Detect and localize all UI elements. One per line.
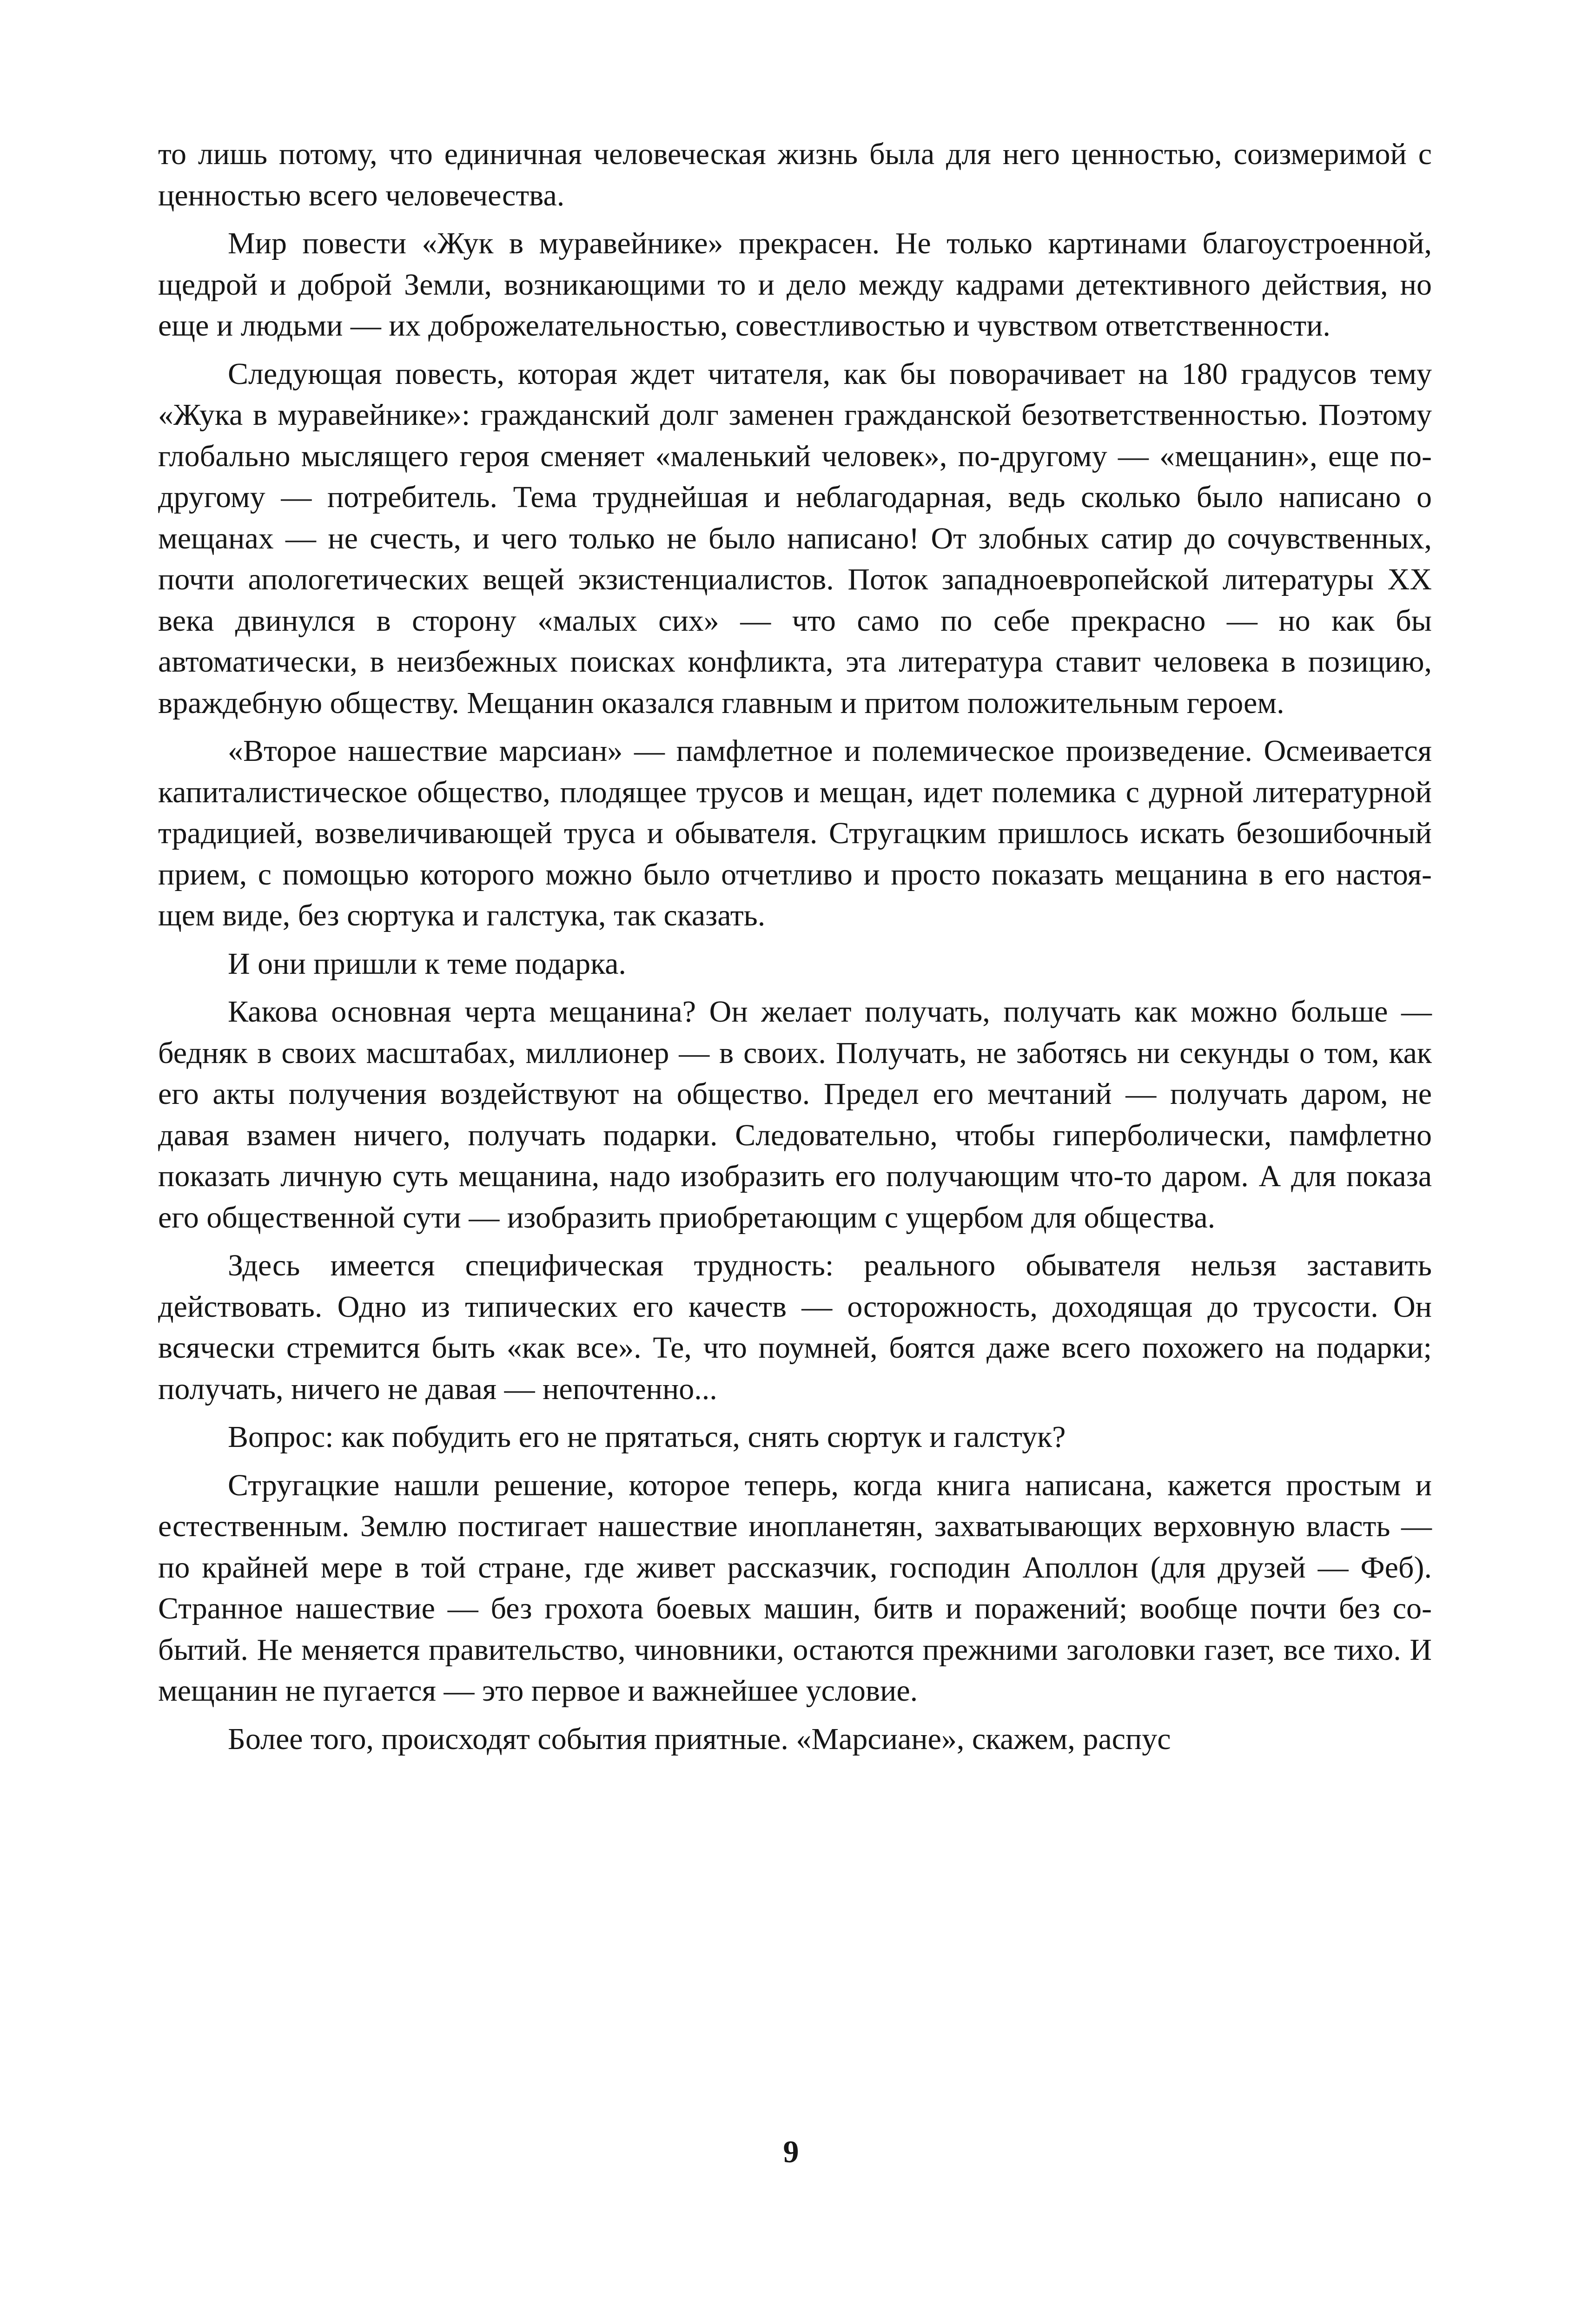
paragraph-3: Следующая повесть, которая ждет читателя, как бы поворачивает на 180 градусов тему «Жука в муравейнике»: гражданский долг заменен гражданской безответственностью. Поэтому глобально мыслящего героя сменяет «маленький человек», по-другому — «мещанин», еще по-другому — потребитель. Тема труднейшая и неблагодарная, ведь сколько было написано о мещанах — не счесть, и чего только не было написано! От злобных сатир до сочувственных, почти апологетических вещей экзистенциалистов. Поток западноевропейской литературы XX века двинулся в сторону «малых сих» — что само по себе прекрасно — но как бы автоматически, в неизбежных поисках конфликта, эта литература ставит человека в позицию, враждебную обществу. Мещанин оказался главным и притом положительным героем. [158, 357, 1432, 720]
paragraph-4: «Второе нашествие марсиан» — памфлетное и полемическое произведение. Осмеивается капиталистическое общество, плодящее трусов и мещан, идет полемика с дурной литературной традицией, возвеличивающей труса и обывателя. Стругацким пришлось искать безошибочный прием, с помощью которого можно было отчетливо и просто показать мещанина в его настоящем виде, без сюртука и галстука, так сказать. [158, 734, 1432, 932]
page-number: 9 [783, 2134, 799, 2169]
paragraph-6: Какова основная черта мещанина? Он желает получать, получать как можно больше — бедняк в своих масштабах, миллионер — в своих. Получать, не заботясь ни секунды о том, как его акты получения воздействуют на общество. Предел его мечтаний — получать даром, не давая взамен ничего, получать подарки. Следовательно, чтобы гиперболически, памфлетно показать личную суть мещанина, надо изобразить его получающим что-то даром. А для показа его общественной сути — изобразить приобретающим с ущербом для общества. [158, 995, 1432, 1235]
paragraph-1: то лишь потому, что единичная человеческая жизнь была для него ценностью, соизмеримой с ценностью всего человечества. [158, 137, 1432, 212]
paragraph-9: Стругацкие нашли решение, которое теперь, когда книга написана, кажется простым и естественным. Землю постигает нашествие инопланетян, захватывающих верховную власть — по крайней мере в той стране, где живет рассказчик, господин Аполлон (для друзей — Феб). Странное нашествие — без грохота боевых машин, битв и поражений; вообще почти без событий. Не меняется правительство, чиновники, остаются прежними заголовки газет, все тихо. И мещанин не пугается — это первое и важнейшее условие. [158, 1468, 1432, 1708]
paragraph-2: Мир повести «Жук в муравейнике» прекрасен. Не только картинами благоустроенной, щедрой и доброй Земли, возникающими то и дело между кадрами детективного действия, но еще и людьми — их доброжелательностью, совестливостью и чувством ответственности. [158, 226, 1432, 343]
body-text [158, 134, 1432, 1760]
paragraph-5: И они пришли к теме подарка. [228, 946, 626, 981]
paragraph-10: Более того, происходят события приятные. «Марсиане», скажем, распус [228, 1722, 1171, 1756]
paragraph-8: Вопрос: как побудить его не прятаться, снять сюртук и галстук? [228, 1420, 1066, 1454]
paragraph-7: Здесь имеется специфическая трудность: реального обывателя нельзя заставить действовать. Одно из типических его качеств — осторожность, доходящая до трусости. Он всячески стремится быть «как все». Те, что поумней, боятся даже всего похожего на подарки; получать, ничего не давая — непочтенно... [158, 1248, 1432, 1406]
